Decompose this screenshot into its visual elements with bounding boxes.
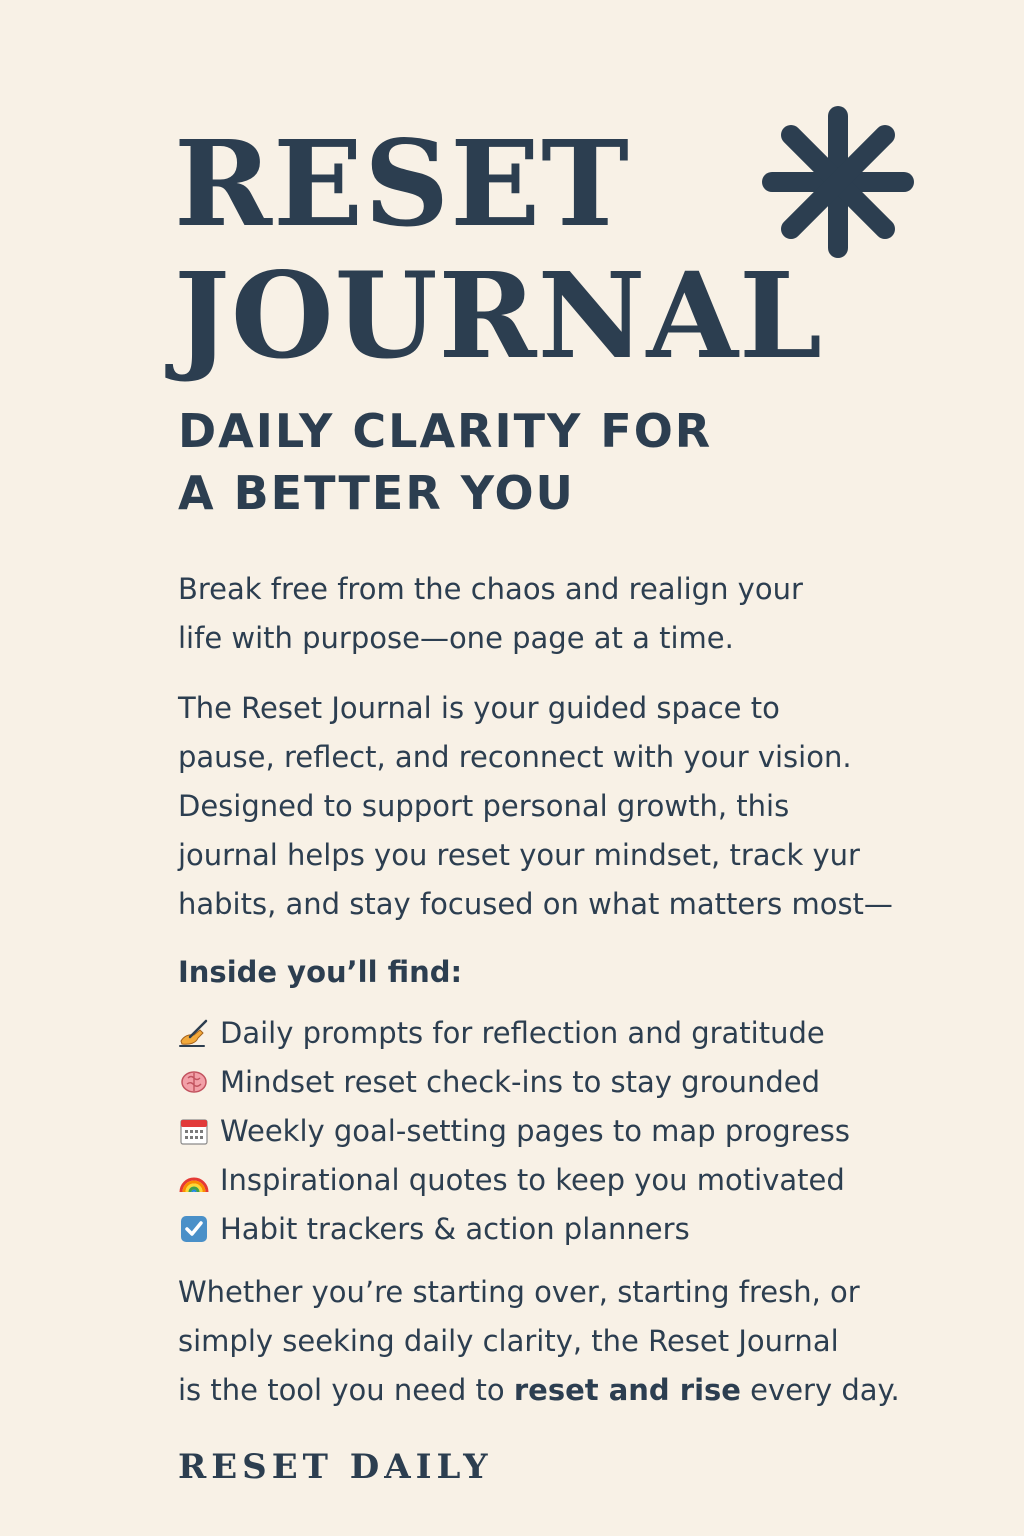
rainbow-icon	[178, 1164, 210, 1196]
list-item	[178, 1204, 850, 1253]
body-line: journal helps you reset your mindset, track yur	[178, 838, 860, 872]
feature-list	[178, 1008, 850, 1253]
list-item-text: Inspirational quotes to keep you motivated	[220, 1162, 845, 1197]
intro-line: life with purpose—one page at a time.	[178, 621, 734, 655]
closing-emphasis: reset and rise	[513, 1373, 741, 1407]
list-item-text: Weekly goal-setting pages to map progress	[220, 1113, 851, 1148]
calendar-icon	[178, 1115, 210, 1147]
list-item	[178, 1155, 850, 1204]
subtitle-line-1: DAILY CLARITY FOR	[178, 404, 713, 458]
closing-line: simply seeking daily clarity, the Reset Journal	[178, 1324, 839, 1358]
list-item	[178, 1008, 850, 1057]
body-paragraph	[178, 684, 893, 929]
closing-paragraph	[178, 1268, 900, 1415]
list-item-text: Habit trackers & action planners	[220, 1211, 690, 1246]
body-line: pause, reflect, and reconnect with your vision.	[178, 740, 852, 774]
closing-line	[178, 1366, 900, 1415]
closing-text: every day.	[740, 1373, 900, 1407]
footer-brand: RESET DAILY	[178, 1447, 493, 1487]
intro-line: Break free from the chaos and realign your	[178, 572, 803, 606]
subtitle-line-2: A BETTER YOU	[178, 466, 575, 520]
check-box-icon	[178, 1213, 210, 1245]
list-item-text: Mindset reset check-ins to stay grounded	[220, 1064, 821, 1099]
list-item-text: Daily prompts for reflection and gratitude	[220, 1015, 825, 1050]
asterisk-icon	[762, 106, 914, 258]
journal-page	[174, 0, 978, 1536]
page-title	[174, 114, 823, 385]
body-line: The Reset Journal is your guided space to	[178, 691, 780, 725]
intro-paragraph	[178, 565, 803, 663]
closing-text: is the tool you need to	[178, 1373, 514, 1407]
inside-heading: Inside you’ll find:	[178, 955, 463, 989]
title-line-1: RESET	[174, 114, 630, 253]
closing-line: Whether you’re starting over, starting fresh, or	[178, 1275, 860, 1309]
body-line: Designed to support personal growth, this	[178, 789, 790, 823]
brain-icon	[178, 1066, 210, 1098]
body-line: habits, and stay focused on what matters most—	[178, 887, 893, 921]
list-item	[178, 1057, 850, 1106]
list-item	[178, 1106, 850, 1155]
writing-hand-icon	[178, 1017, 210, 1049]
title-line-2: JOURNAL	[174, 246, 823, 385]
subtitle	[178, 400, 712, 524]
